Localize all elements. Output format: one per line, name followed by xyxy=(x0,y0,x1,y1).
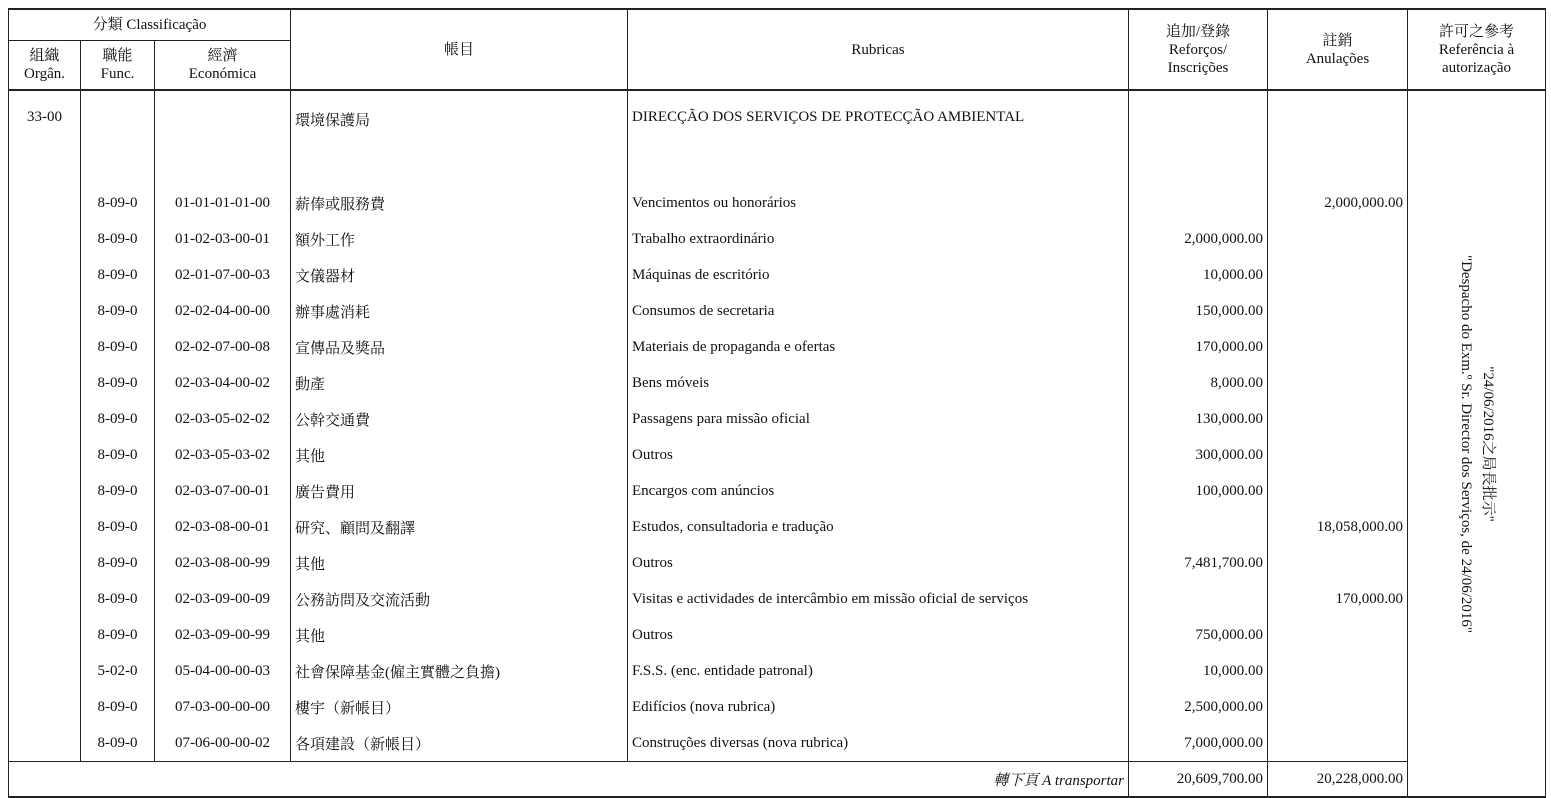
economic-code: 05-04-00-00-03 xyxy=(155,653,291,689)
organic-cell xyxy=(9,509,81,545)
heading-zh: 額外工作 xyxy=(291,221,628,257)
economic-code: 02-03-08-00-99 xyxy=(155,545,291,581)
heading-pt: Outros xyxy=(628,617,1129,653)
table-row xyxy=(9,689,1546,725)
organic-cell xyxy=(9,725,81,762)
reinforce-header-pt2: Inscrições xyxy=(1167,59,1229,76)
heading-pt: Outros xyxy=(628,437,1129,473)
economic-code: 02-03-09-00-09 xyxy=(155,581,291,617)
economic-header-pt: Económica xyxy=(188,66,257,82)
cancel-amount xyxy=(1268,617,1408,653)
reinforce-amount: 750,000.00 xyxy=(1129,617,1268,653)
cancel-amount xyxy=(1268,257,1408,293)
organic-cell xyxy=(9,473,81,509)
cancel-amount: 2,000,000.00 xyxy=(1268,185,1408,221)
functional-code: 8-09-0 xyxy=(81,401,155,437)
heading-pt: Estudos, consultadoria e tradução xyxy=(628,509,1129,545)
functional-code: 8-09-0 xyxy=(81,329,155,365)
economic-code: 02-01-07-00-03 xyxy=(155,257,291,293)
cancel-amount xyxy=(1268,473,1408,509)
heading-zh: 公務訪問及交流活動 xyxy=(291,581,628,617)
heading-zh: 其他 xyxy=(291,545,628,581)
heading-zh: 樓宇（新帳目） xyxy=(291,689,628,725)
functional-code: 8-09-0 xyxy=(81,473,155,509)
economic-code: 07-06-00-00-02 xyxy=(155,725,291,762)
economic-header-zh: 經濟 xyxy=(207,48,238,64)
functional-code: 8-09-0 xyxy=(81,257,155,293)
heading-zh: 動產 xyxy=(291,365,628,401)
economic-code: 02-02-04-00-00 xyxy=(155,293,291,329)
heading-pt: Visitas e actividades de intercâmbio em missão oficial de serviços xyxy=(628,581,1129,617)
total-label xyxy=(9,762,1129,798)
table-row xyxy=(9,581,1546,617)
cancel-amount xyxy=(1268,689,1408,725)
reinforce-amount: 100,000.00 xyxy=(1129,473,1268,509)
cancel-amount xyxy=(1268,545,1408,581)
organic-cell xyxy=(9,617,81,653)
organ-name-pt: DIRECÇÃO DOS SERVIÇOS DE PROTECÇÃO AMBIENTAL xyxy=(628,90,1129,185)
reinforce-header-zh: 追加/登錄 xyxy=(1165,23,1231,40)
cancel-amount xyxy=(1268,293,1408,329)
functional-code: 8-09-0 xyxy=(81,725,155,762)
reinforce-amount xyxy=(1129,185,1268,221)
economic-code: 02-03-08-00-01 xyxy=(155,509,291,545)
table-row xyxy=(9,437,1546,473)
economic-code: 02-03-05-02-02 xyxy=(155,401,291,437)
functional-header-pt: Func. xyxy=(100,66,135,82)
cancel-amount xyxy=(1268,653,1408,689)
total-row xyxy=(9,762,1546,798)
functional-code: 8-09-0 xyxy=(81,509,155,545)
table-row xyxy=(9,365,1546,401)
authorization-cell xyxy=(1408,90,1546,797)
organic-cell xyxy=(9,221,81,257)
cancel-header-pt: Anulações xyxy=(1305,50,1370,67)
cancel-amount xyxy=(1268,221,1408,257)
reinforce-amount: 170,000.00 xyxy=(1129,329,1268,365)
total-reinforce: 20,609,700.00 xyxy=(1129,762,1268,798)
heading-pt: Máquinas de escritório xyxy=(628,257,1129,293)
organ-code: 33-00 xyxy=(9,90,81,185)
reinforce-amount: 150,000.00 xyxy=(1129,293,1268,329)
cancel-header-zh: 註銷 xyxy=(1322,32,1353,49)
heading-zh: 廣告費用 xyxy=(291,473,628,509)
organic-cell xyxy=(9,329,81,365)
heading-zh: 公幹交通費 xyxy=(291,401,628,437)
reinforce-header xyxy=(1129,9,1268,90)
economic-header xyxy=(155,41,291,91)
reinforce-amount: 8,000.00 xyxy=(1129,365,1268,401)
organic-cell xyxy=(9,401,81,437)
functional-code: 5-02-0 xyxy=(81,653,155,689)
functional-code: 8-09-0 xyxy=(81,437,155,473)
total-label-pt: A transportar xyxy=(1042,772,1124,789)
table-row xyxy=(9,473,1546,509)
cancel-amount xyxy=(1268,725,1408,762)
economic-code: 01-01-01-01-00 xyxy=(155,185,291,221)
table-row xyxy=(9,257,1546,293)
functional-header-zh: 職能 xyxy=(102,48,133,64)
authref-header xyxy=(1408,9,1546,90)
functional-code: 8-09-0 xyxy=(81,293,155,329)
heading-zh: 其他 xyxy=(291,437,628,473)
organ-name-zh: 環境保護局 xyxy=(291,90,628,185)
authorization-line-pt: "Despacho do Exm.º Sr. Director dos Serviços, de 24/06/2016" xyxy=(1457,254,1474,633)
authref-header-pt2: autorização xyxy=(1441,59,1512,76)
cancel-amount xyxy=(1268,401,1408,437)
economic-code: 02-02-07-00-08 xyxy=(155,329,291,365)
organic-cell xyxy=(9,185,81,221)
organic-header xyxy=(9,41,81,91)
heading-zh: 社會保障基金(僱主實體之負擔) xyxy=(291,653,628,689)
reinforce-header-pt1: Reforços/ xyxy=(1168,41,1228,58)
heading-zh: 辦事處消耗 xyxy=(291,293,628,329)
budget-table xyxy=(8,8,1546,798)
total-label-zh: 轉下頁 xyxy=(993,772,1039,789)
functional-code: 8-09-0 xyxy=(81,689,155,725)
heading-pt-header: Rubricas xyxy=(628,9,1129,90)
reinforce-amount: 300,000.00 xyxy=(1129,437,1268,473)
economic-code: 02-03-07-00-01 xyxy=(155,473,291,509)
cancel-amount: 170,000.00 xyxy=(1268,581,1408,617)
reinforce-amount xyxy=(1129,581,1268,617)
heading-zh: 各項建設（新帳目） xyxy=(291,725,628,762)
heading-pt: Edifícios (nova rubrica) xyxy=(628,689,1129,725)
heading-pt: Passagens para missão oficial xyxy=(628,401,1129,437)
cancel-amount xyxy=(1268,329,1408,365)
authref-header-pt1: Referência à xyxy=(1438,41,1515,58)
heading-pt: Encargos com anúncios xyxy=(628,473,1129,509)
functional-code: 8-09-0 xyxy=(81,617,155,653)
table-row xyxy=(9,509,1546,545)
table-row xyxy=(9,221,1546,257)
economic-code: 07-03-00-00-00 xyxy=(155,689,291,725)
table-row xyxy=(9,545,1546,581)
reinforce-amount: 10,000.00 xyxy=(1129,257,1268,293)
organic-cell xyxy=(9,365,81,401)
table-row xyxy=(9,185,1546,221)
heading-pt: Construções diversas (nova rubrica) xyxy=(628,725,1129,762)
heading-pt: Bens móveis xyxy=(628,365,1129,401)
organic-cell xyxy=(9,293,81,329)
economic-code: 02-03-05-03-02 xyxy=(155,437,291,473)
functional-code: 8-09-0 xyxy=(81,581,155,617)
organic-cell xyxy=(9,257,81,293)
classification-header: 分類 Classificação xyxy=(9,9,291,41)
functional-code: 8-09-0 xyxy=(81,185,155,221)
heading-pt: F.S.S. (enc. entidade patronal) xyxy=(628,653,1129,689)
reinforce-amount xyxy=(1129,509,1268,545)
table-row xyxy=(9,401,1546,437)
reinforce-amount: 2,500,000.00 xyxy=(1129,689,1268,725)
heading-pt: Trabalho extraordinário xyxy=(628,221,1129,257)
economic-code: 02-03-09-00-99 xyxy=(155,617,291,653)
authorization-text xyxy=(1455,224,1499,664)
table-row xyxy=(9,329,1546,365)
reinforce-amount: 10,000.00 xyxy=(1129,653,1268,689)
organic-cell xyxy=(9,545,81,581)
heading-zh: 薪俸或服務費 xyxy=(291,185,628,221)
heading-zh-header: 帳目 xyxy=(291,9,628,90)
reinforce-amount: 7,481,700.00 xyxy=(1129,545,1268,581)
heading-pt: Consumos de secretaria xyxy=(628,293,1129,329)
cancel-header xyxy=(1268,9,1408,90)
functional-header xyxy=(81,41,155,91)
economic-code: 01-02-03-00-01 xyxy=(155,221,291,257)
reinforce-amount: 2,000,000.00 xyxy=(1129,221,1268,257)
functional-code: 8-09-0 xyxy=(81,221,155,257)
functional-code: 8-09-0 xyxy=(81,545,155,581)
organic-cell xyxy=(9,437,81,473)
heading-pt: Materiais de propaganda e ofertas xyxy=(628,329,1129,365)
heading-zh: 其他 xyxy=(291,617,628,653)
table-row xyxy=(9,653,1546,689)
heading-zh: 宣傳品及獎品 xyxy=(291,329,628,365)
organic-header-zh: 組織 xyxy=(29,48,60,64)
heading-zh: 研究、顧問及翻譯 xyxy=(291,509,628,545)
functional-code: 8-09-0 xyxy=(81,365,155,401)
cancel-amount xyxy=(1268,365,1408,401)
economic-code: 02-03-04-00-02 xyxy=(155,365,291,401)
total-cancel: 20,228,000.00 xyxy=(1268,762,1408,798)
organic-cell xyxy=(9,689,81,725)
reinforce-amount: 7,000,000.00 xyxy=(1129,725,1268,762)
organ-row xyxy=(9,90,1546,185)
cancel-amount xyxy=(1268,437,1408,473)
organic-header-pt: Orgân. xyxy=(24,66,65,82)
authref-header-zh: 許可之參考 xyxy=(1438,23,1514,40)
heading-zh: 文儀器材 xyxy=(291,257,628,293)
cancel-amount: 18,058,000.00 xyxy=(1268,509,1408,545)
organic-cell xyxy=(9,581,81,617)
reinforce-amount: 130,000.00 xyxy=(1129,401,1268,437)
authorization-line-zh: "24/06/2016之局長批示" xyxy=(1479,365,1496,522)
table-row xyxy=(9,617,1546,653)
heading-pt: Vencimentos ou honorários xyxy=(628,185,1129,221)
organic-cell xyxy=(9,653,81,689)
table-row xyxy=(9,725,1546,762)
table-row xyxy=(9,293,1546,329)
heading-pt: Outros xyxy=(628,545,1129,581)
